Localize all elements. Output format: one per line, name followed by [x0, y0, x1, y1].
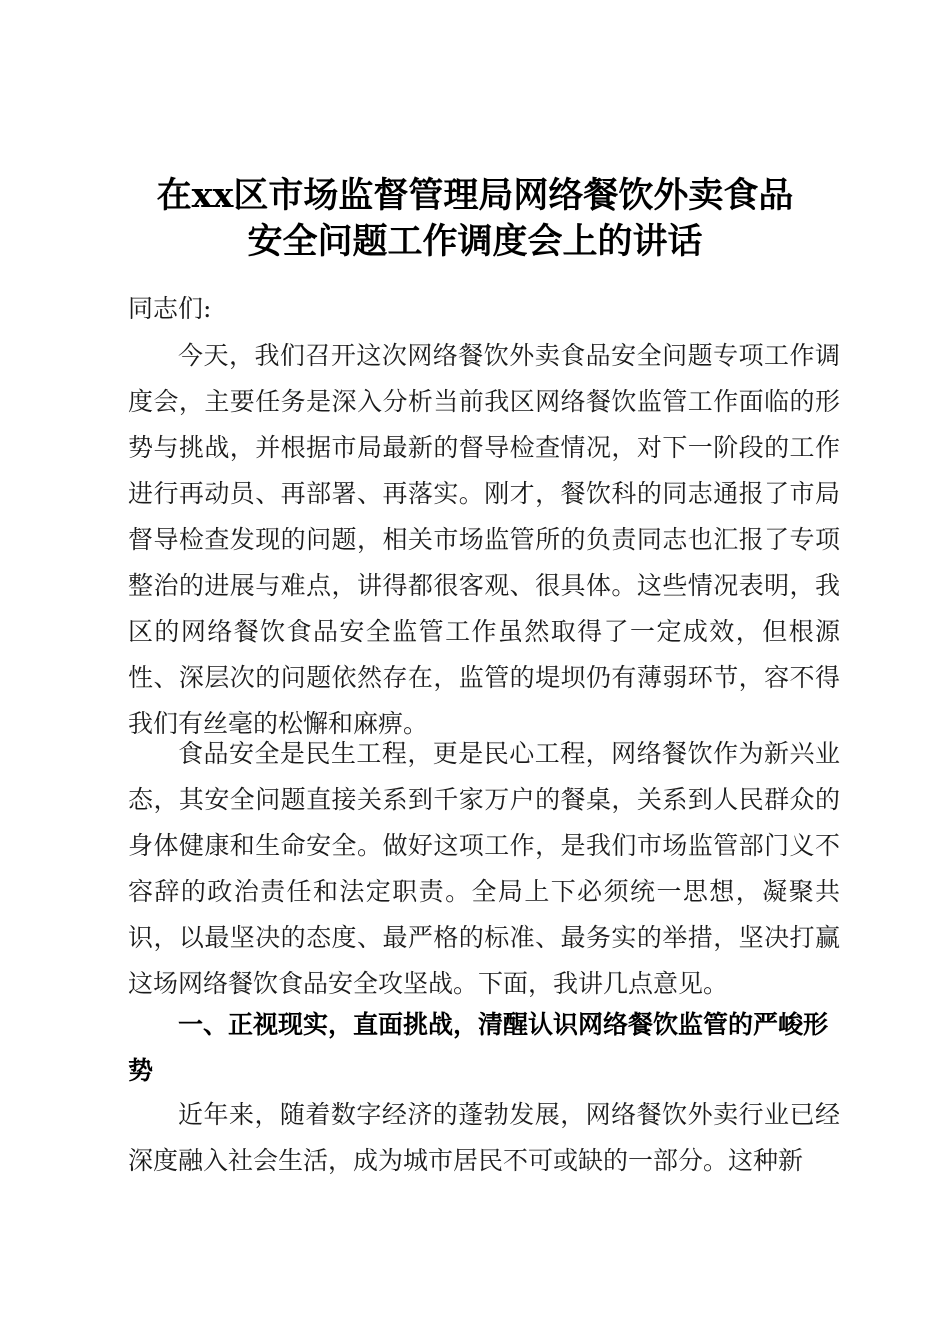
salutation: 同志们: — [128, 294, 212, 323]
paragraph-1: 今天，我们召开这次网络餐饮外卖食品安全问题专项工作调度会，主要任务是深入分析当前我区网络餐饮监管工作面临的形势与挑战，并根据市局最新的督导检查情况，对下一阶段的工作进行再动员、再部署、再落实。刚才，餐饮科的同志通报了市局督导检查发现的问题，相关市场监管所的负责同志也汇报了专项整治的进展与难点，讲得都很客观、很具体。这些情况表明，我区的网络餐饮食品安全监管工作虽然取得了一定成效，但根源性、深层次的问题依然存在，监管的堤坝仍有薄弱环节，容不得我们有丝毫的松懈和麻痹。 — [128, 341, 840, 738]
document-title-line-1: 在xx区市场监督管理局网络餐饮外卖食品 — [156, 175, 794, 216]
document-title-line-2: 安全问题工作调度会上的讲话 — [247, 221, 703, 262]
paragraph-3: 近年来，随着数字经济的蓬勃发展，网络餐饮外卖行业已经深度融入社会生活，成为城市居民不可或缺的一部分。这种新 — [128, 1100, 840, 1175]
section-heading-1: 一、正视现实，直面挑战，清醒认识网络餐饮监管的严峻形势 — [128, 1010, 829, 1085]
paragraph-2: 食品安全是民生工程，更是民心工程，网络餐饮作为新兴业态，其安全问题直接关系到千家万户的餐桌，关系到人民群众的身体健康和生命安全。做好这项工作，是我们市场监管部门义不容辞的政治责任和法定职责。全局上下必须统一思想，凝聚共识，以最坚决的态度、最严格的标准、最务实的举措，坚决打赢这场网络餐饮食品安全攻坚战。下面，我讲几点意见。 — [128, 739, 840, 998]
